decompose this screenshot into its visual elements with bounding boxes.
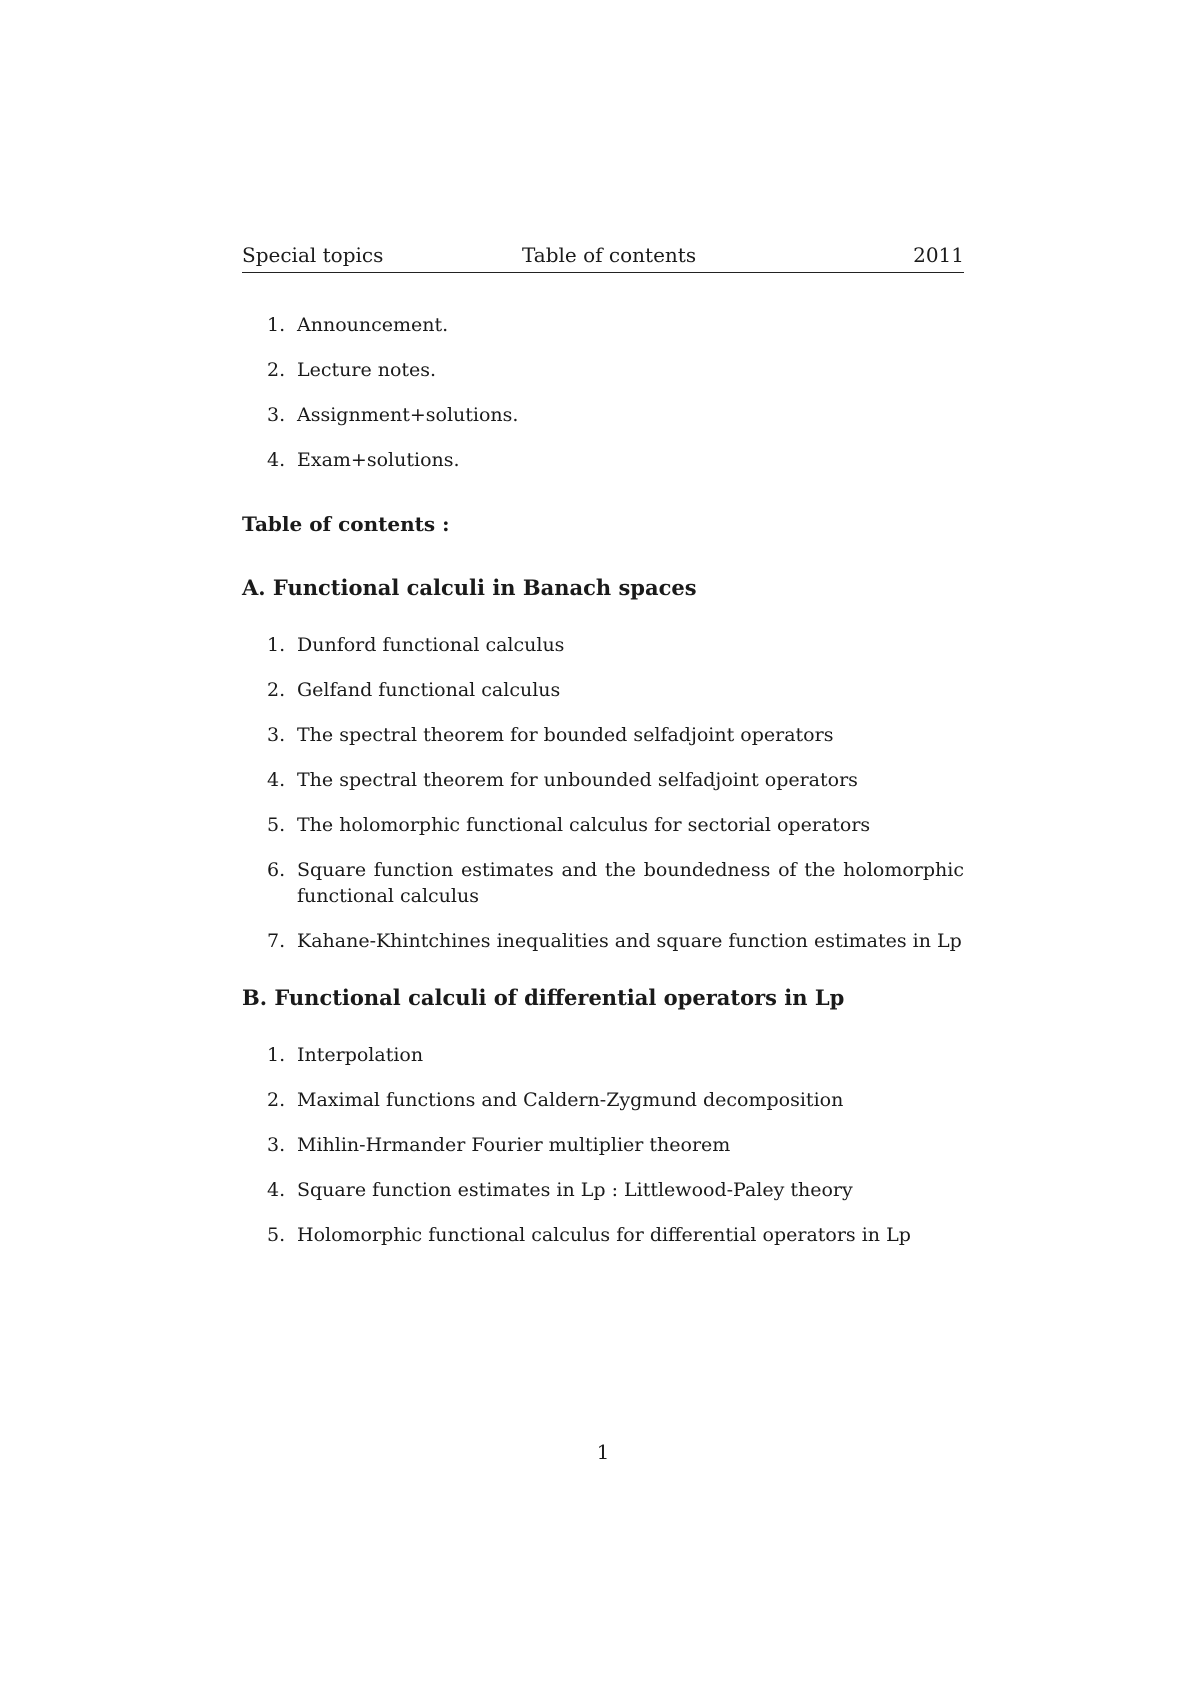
running-header [242,242,964,273]
document-page [242,0,964,1698]
section-a-list [242,632,964,954]
section-b-heading: B. Functional calculi of differential operators in Lp [242,985,845,1010]
list-item: 3. Assignment+solutions. [242,402,964,428]
course-materials-list [242,312,964,473]
list-item: 2. Gelfand functional calculus [242,677,964,703]
list-item: 7. Kahane-Khintchines inequalities and square function estimates in Lp [242,928,964,954]
list-item-text: Holomorphic functional calculus for differential operators in Lp [297,1224,911,1246]
section-b-list [242,1042,964,1248]
list-item-text: Dunford functional calculus [297,634,565,656]
list-item-text: Interpolation [297,1044,424,1066]
list-item: 4. Square function estimates in Lp : Littlewood-Paley theory [242,1177,964,1203]
list-item: 1. Dunford functional calculus [242,632,964,658]
list-item: 4. The spectral theorem for unbounded selfadjoint operators [242,767,964,793]
list-item-text: Exam+solutions. [297,449,460,471]
list-item-text: Announcement. [297,314,449,336]
list-item-text: Square function estimates in Lp : Littlewood-Paley theory [297,1179,853,1201]
header-course-title: Special topics [242,243,384,267]
header-year: 2011 [913,243,964,267]
list-item-text: Gelfand functional calculus [297,679,561,701]
list-item-text: Mihlin-Hrmander Fourier multiplier theorem [297,1134,731,1156]
list-item-text: Maximal functions and Caldern-Zygmund decomposition [297,1089,844,1111]
list-item: 3. Mihlin-Hrmander Fourier multiplier theorem [242,1132,964,1158]
list-item: 2. Lecture notes. [242,357,964,383]
list-item: 5. The holomorphic functional calculus for sectorial operators [242,812,964,838]
toc-heading: Table of contents : [242,512,450,536]
list-item: 5. Holomorphic functional calculus for differential operators in Lp [242,1222,964,1248]
header-page-title: Table of contents [522,243,697,267]
list-item: 2. Maximal functions and Caldern-Zygmund decomposition [242,1087,964,1113]
list-item-text: The holomorphic functional calculus for sectorial operators [297,814,871,836]
page-number: 1 [596,1440,610,1464]
list-item-text: The spectral theorem for bounded selfadjoint operators [297,724,834,746]
list-item-text: The spectral theorem for unbounded selfadjoint operators [297,769,858,791]
list-item-text: Lecture notes. [297,359,437,381]
section-a-heading: A. Functional calculi in Banach spaces [242,575,697,600]
list-item: 6. Square function estimates and the boundedness of the holomorphic functional calculus [267,859,964,907]
list-item: 1. Interpolation [242,1042,964,1068]
list-item: 3. The spectral theorem for bounded selfadjoint operators [242,722,964,748]
list-item-text: Assignment+solutions. [297,404,519,426]
list-item: 1. Announcement. [242,312,964,338]
list-item: 4. Exam+solutions. [242,447,964,473]
list-item-text: Square function estimates and the boundedness of the holomorphic functional calculus [297,859,964,907]
list-item-text: Kahane-Khintchines inequalities and square function estimates in Lp [297,930,962,952]
